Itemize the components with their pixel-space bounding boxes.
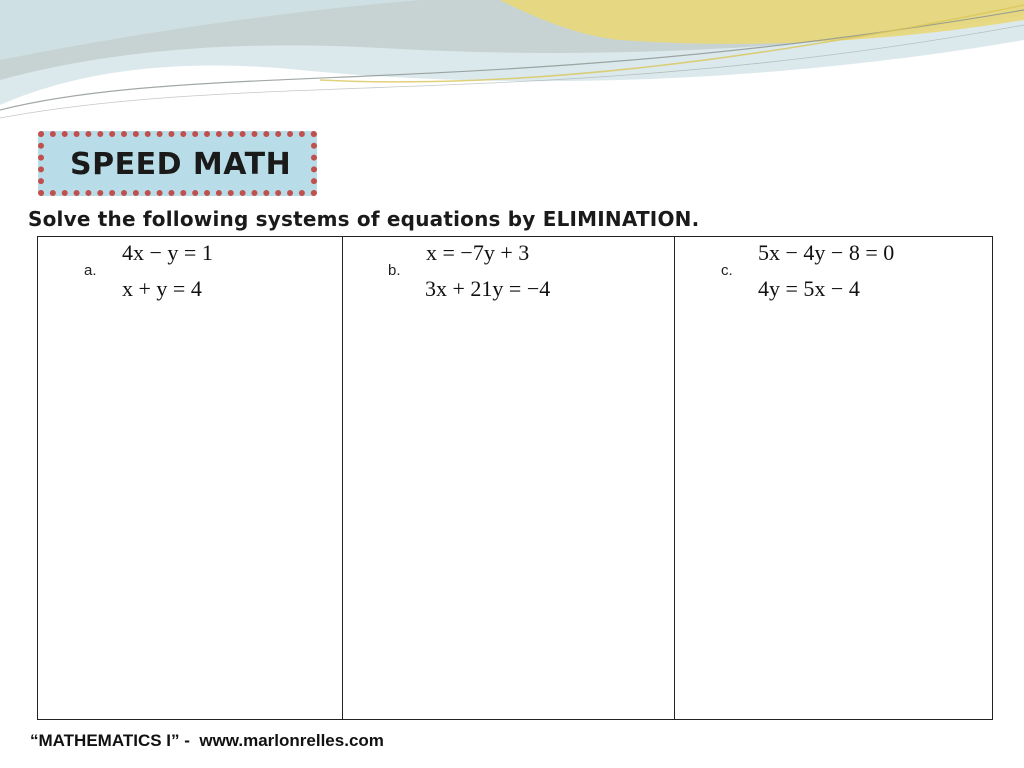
equation-2: 3x + 21y = −4 xyxy=(425,276,551,301)
instruction-text: Solve the following systems of equations by ELIMINATION. xyxy=(28,207,700,231)
problem-letter: a. xyxy=(84,262,97,279)
page-title: SPEED MATH xyxy=(70,147,292,182)
problem-cell-c xyxy=(674,237,992,719)
title-box xyxy=(38,131,317,196)
equation-1: 5x − 4y − 8 = 0 xyxy=(758,240,895,265)
footer-text: “MATHEMATICS I” - www.marlonrelles.com xyxy=(30,731,384,750)
equation-1: 4x − y = 1 xyxy=(122,240,213,265)
problem-letter: c. xyxy=(721,262,733,279)
problem-cell-a xyxy=(38,237,342,719)
problem-table xyxy=(37,236,993,720)
problem-cell-b xyxy=(342,237,674,719)
equation-2: 4y = 5x − 4 xyxy=(758,276,860,301)
equation-1: x = −7y + 3 xyxy=(426,240,530,265)
problem-letter: b. xyxy=(388,262,401,279)
equation-2: x + y = 4 xyxy=(122,276,202,301)
header-wave-decoration xyxy=(0,0,1024,120)
